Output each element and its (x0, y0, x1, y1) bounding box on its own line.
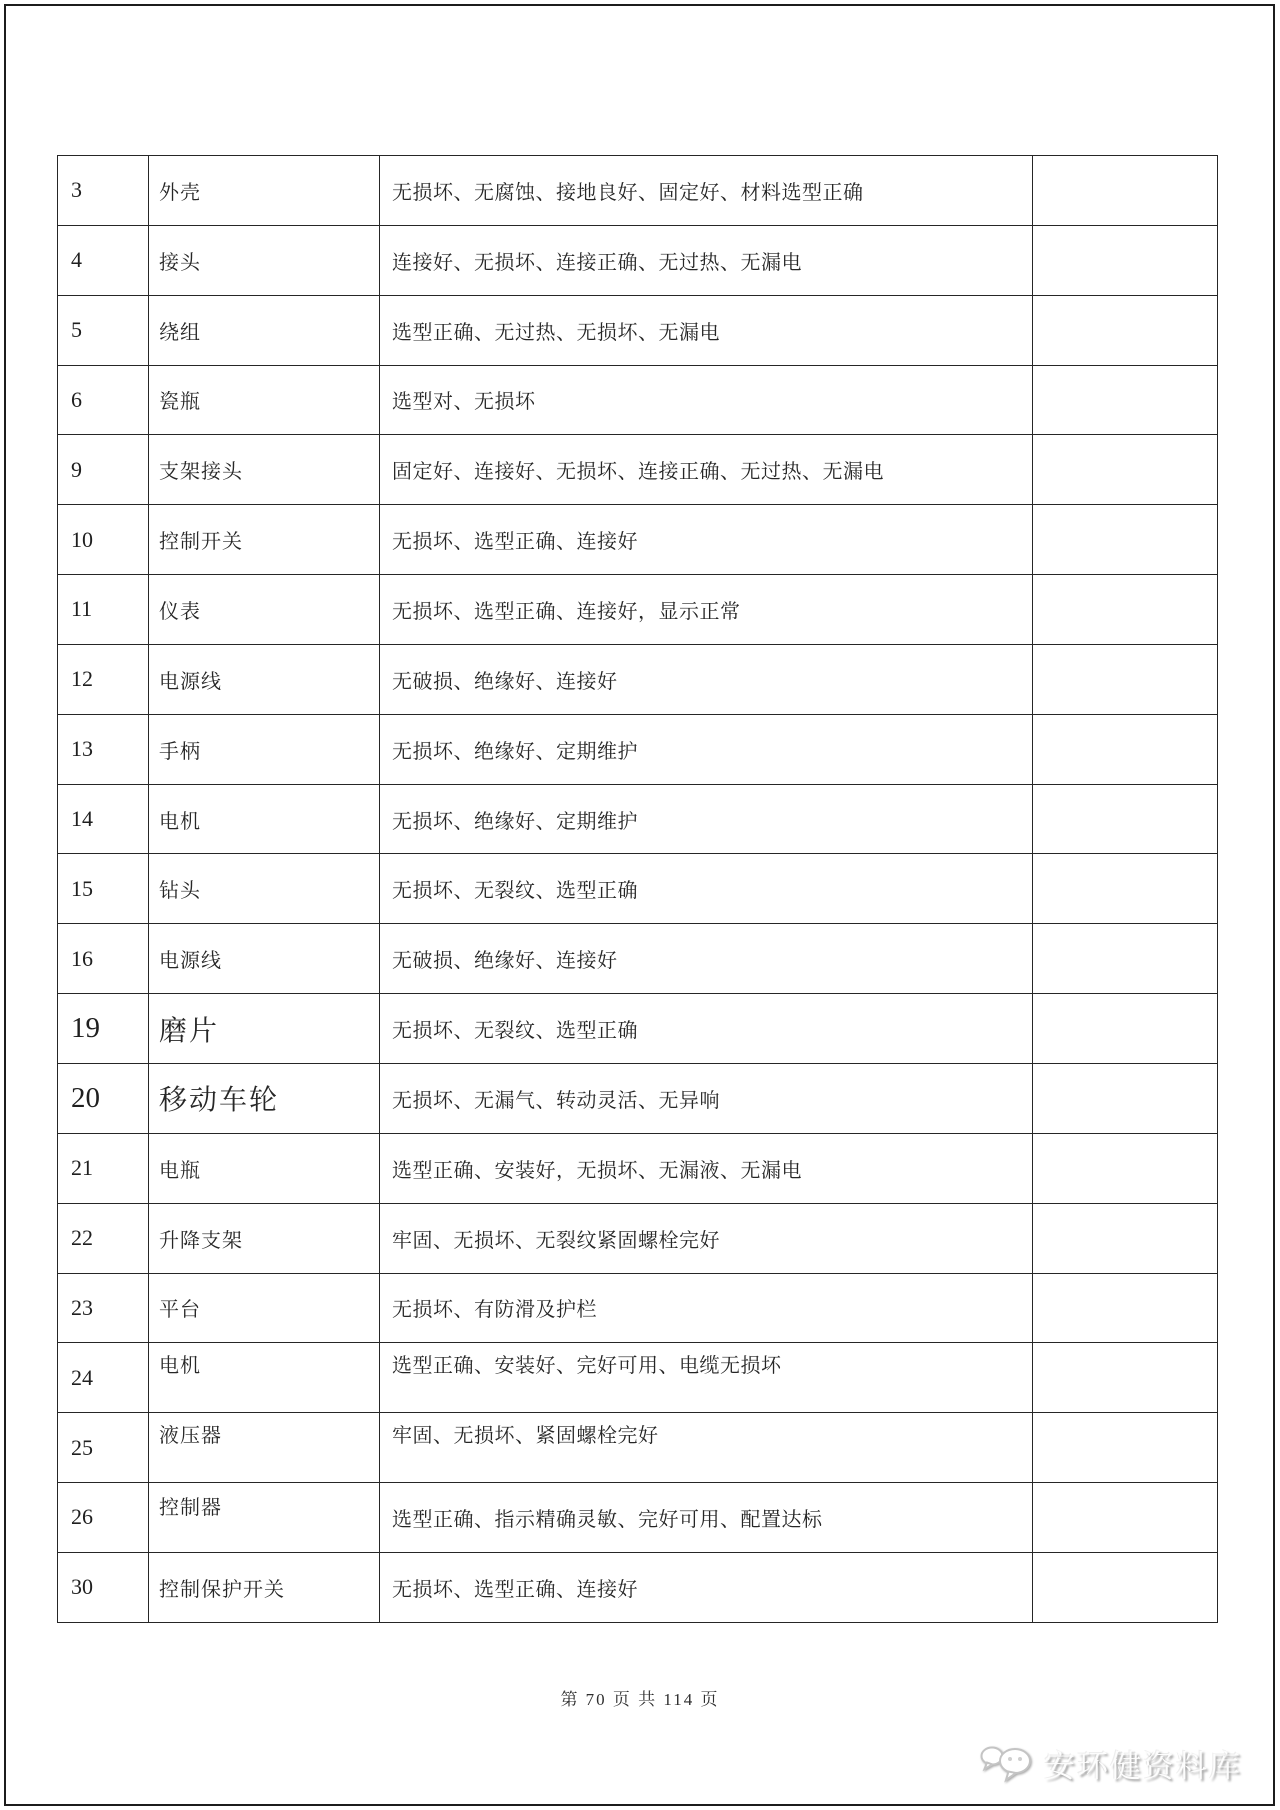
check-result-cell (1033, 924, 1218, 994)
check-result-cell (1033, 854, 1218, 924)
standard-cell: 选型对、无损坏 (380, 365, 1033, 435)
table-row (58, 1552, 1218, 1622)
table-row (58, 994, 1218, 1064)
standard-cell: 无破损、绝缘好、连接好 (380, 644, 1033, 714)
table-row (58, 1273, 1218, 1343)
row-number-cell: 9 (58, 435, 149, 505)
item-name-cell: 液压器 (149, 1413, 380, 1483)
standard-cell: 无损坏、绝缘好、定期维护 (380, 784, 1033, 854)
row-number-cell: 20 (58, 1063, 149, 1133)
standard-cell: 无损坏、无腐蚀、接地良好、固定好、材料选型正确 (380, 156, 1033, 226)
item-name-cell: 电源线 (149, 924, 380, 994)
table-row (58, 924, 1218, 994)
standard-cell: 无损坏、绝缘好、定期维护 (380, 714, 1033, 784)
table-row (58, 575, 1218, 645)
row-number-cell: 19 (58, 994, 149, 1064)
row-number-cell: 25 (58, 1413, 149, 1483)
item-name-cell: 升降支架 (149, 1203, 380, 1273)
row-number-cell: 6 (58, 365, 149, 435)
standard-cell: 选型正确、安装好、完好可用、电缆无损坏 (380, 1343, 1033, 1413)
check-result-cell (1033, 1413, 1218, 1483)
table-row (58, 644, 1218, 714)
check-result-cell (1033, 1552, 1218, 1622)
standard-cell: 无损坏、无裂纹、选型正确 (380, 854, 1033, 924)
table-row (58, 295, 1218, 365)
table-row (58, 1063, 1218, 1133)
item-name-cell: 控制保护开关 (149, 1552, 380, 1622)
table-row (58, 435, 1218, 505)
check-result-cell (1033, 644, 1218, 714)
table-row (58, 1133, 1218, 1203)
watermark-text: 安环健资料库 (1044, 1749, 1242, 1784)
row-number-cell: 13 (58, 714, 149, 784)
check-result-cell (1033, 784, 1218, 854)
standard-cell: 固定好、连接好、无损坏、连接正确、无过热、无漏电 (380, 435, 1033, 505)
table-row (58, 854, 1218, 924)
standard-cell: 无损坏、有防滑及护栏 (380, 1273, 1033, 1343)
row-number-cell: 5 (58, 295, 149, 365)
item-name-cell: 移动车轮 (149, 1063, 380, 1133)
row-number-cell: 22 (58, 1203, 149, 1273)
table-row (58, 714, 1218, 784)
table-row (58, 1343, 1218, 1413)
standard-cell: 选型正确、无过热、无损坏、无漏电 (380, 295, 1033, 365)
item-name-cell: 瓷瓶 (149, 365, 380, 435)
table-row (58, 365, 1218, 435)
table-row (58, 1483, 1218, 1553)
check-result-cell (1033, 365, 1218, 435)
item-name-cell: 绕组 (149, 295, 380, 365)
item-name-cell: 电机 (149, 784, 380, 854)
row-number-cell: 11 (58, 575, 149, 645)
check-result-cell (1033, 505, 1218, 575)
item-name-cell: 手柄 (149, 714, 380, 784)
check-result-cell (1033, 575, 1218, 645)
check-result-cell (1033, 1483, 1218, 1553)
standard-cell: 无破损、绝缘好、连接好 (380, 924, 1033, 994)
speech-bubbles-icon (978, 1742, 1036, 1786)
standard-cell: 牢固、无损坏、紧固螺栓完好 (380, 1413, 1033, 1483)
standard-cell: 无损坏、无裂纹、选型正确 (380, 994, 1033, 1064)
table-row (58, 225, 1218, 295)
row-number-cell: 21 (58, 1133, 149, 1203)
item-name-cell: 平台 (149, 1273, 380, 1343)
inspection-table-body (58, 156, 1218, 1623)
row-number-cell: 15 (58, 854, 149, 924)
item-name-cell: 电源线 (149, 644, 380, 714)
row-number-cell: 30 (58, 1552, 149, 1622)
standard-cell: 无损坏、选型正确、连接好 (380, 1552, 1033, 1622)
check-result-cell (1033, 1273, 1218, 1343)
table-row (58, 505, 1218, 575)
item-name-cell: 控制器 (149, 1483, 380, 1553)
standard-cell: 选型正确、指示精确灵敏、完好可用、配置达标 (380, 1483, 1033, 1553)
check-result-cell (1033, 714, 1218, 784)
standard-cell: 无损坏、无漏气、转动灵活、无异响 (380, 1063, 1033, 1133)
table-row (58, 156, 1218, 226)
inspection-table-container (57, 155, 1218, 1623)
standard-cell: 牢固、无损坏、无裂纹紧固螺栓完好 (380, 1203, 1033, 1273)
item-name-cell: 控制开关 (149, 505, 380, 575)
check-result-cell (1033, 435, 1218, 505)
check-result-cell (1033, 156, 1218, 226)
row-number-cell: 12 (58, 644, 149, 714)
table-row (58, 1203, 1218, 1273)
item-name-cell: 电瓶 (149, 1133, 380, 1203)
row-number-cell: 3 (58, 156, 149, 226)
row-number-cell: 14 (58, 784, 149, 854)
watermark (978, 1741, 1242, 1786)
check-result-cell (1033, 994, 1218, 1064)
table-row (58, 1413, 1218, 1483)
item-name-cell: 磨片 (149, 994, 380, 1064)
standard-cell: 连接好、无损坏、连接正确、无过热、无漏电 (380, 225, 1033, 295)
check-result-cell (1033, 1063, 1218, 1133)
item-name-cell: 钻头 (149, 854, 380, 924)
row-number-cell: 26 (58, 1483, 149, 1553)
row-number-cell: 24 (58, 1343, 149, 1413)
item-name-cell: 接头 (149, 225, 380, 295)
standard-cell: 无损坏、选型正确、连接好 (380, 505, 1033, 575)
item-name-cell: 仪表 (149, 575, 380, 645)
standard-cell: 无损坏、选型正确、连接好，显示正常 (380, 575, 1033, 645)
check-result-cell (1033, 1203, 1218, 1273)
check-result-cell (1033, 1133, 1218, 1203)
check-result-cell (1033, 1343, 1218, 1413)
row-number-cell: 16 (58, 924, 149, 994)
inspection-table (57, 155, 1218, 1623)
row-number-cell: 10 (58, 505, 149, 575)
standard-cell: 选型正确、安装好，无损坏、无漏液、无漏电 (380, 1133, 1033, 1203)
row-number-cell: 4 (58, 225, 149, 295)
check-result-cell (1033, 225, 1218, 295)
page-footer: 第 70 页 共 114 页 (560, 1690, 720, 1709)
item-name-cell: 外壳 (149, 156, 380, 226)
row-number-cell: 23 (58, 1273, 149, 1343)
table-row (58, 784, 1218, 854)
item-name-cell: 电机 (149, 1343, 380, 1413)
item-name-cell: 支架接头 (149, 435, 380, 505)
check-result-cell (1033, 295, 1218, 365)
